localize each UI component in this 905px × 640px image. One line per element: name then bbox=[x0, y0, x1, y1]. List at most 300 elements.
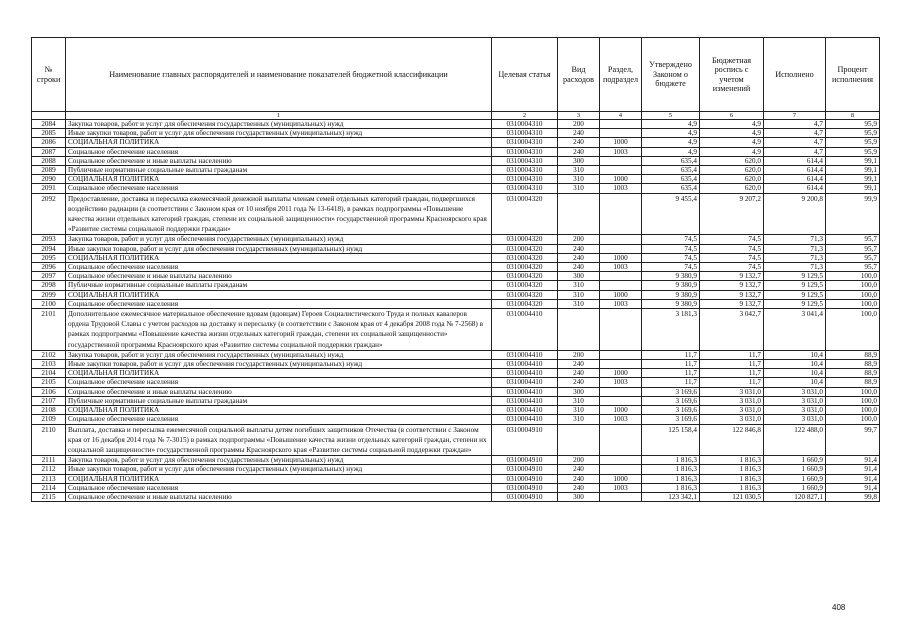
column-number: 2 bbox=[492, 112, 558, 120]
row-approved: 74,5 bbox=[642, 244, 700, 253]
row-percent: 100,0 bbox=[826, 387, 880, 396]
row-approved: 4,9 bbox=[642, 147, 700, 156]
row-section bbox=[600, 244, 642, 253]
table-row bbox=[32, 290, 880, 299]
row-number: 2109 bbox=[32, 415, 66, 424]
row-executed: 10,4 bbox=[764, 360, 826, 369]
row-name: Закупка товаров, работ и услуг для обеспечения государственных (муниципальных) нужд bbox=[66, 120, 492, 129]
row-name: СОЦИАЛЬНАЯ ПОЛИТИКА bbox=[66, 138, 492, 147]
row-executed: 3 031,0 bbox=[764, 406, 826, 415]
row-expense-kind: 240 bbox=[558, 138, 600, 147]
row-executed: 120 827,1 bbox=[764, 492, 826, 501]
row-name: Социальное обеспечение населения bbox=[66, 415, 492, 424]
row-name: Социальное обеспечение населения bbox=[66, 147, 492, 156]
row-approved: 3 169,6 bbox=[642, 406, 700, 415]
row-percent: 88,9 bbox=[826, 378, 880, 387]
row-name: Закупка товаров, работ и услуг для обеспечения государственных (муниципальных) нужд bbox=[66, 350, 492, 359]
row-name: Иные закупки товаров, работ и услуг для обеспечения государственных (муниципальных) нужд bbox=[66, 129, 492, 138]
row-target-article: 0310004320 bbox=[492, 290, 558, 299]
row-section bbox=[600, 424, 642, 456]
row-target-article: 0310004310 bbox=[492, 138, 558, 147]
row-name: СОЦИАЛЬНАЯ ПОЛИТИКА bbox=[66, 253, 492, 262]
column-number bbox=[32, 112, 66, 120]
table-row bbox=[32, 235, 880, 244]
row-approved: 74,5 bbox=[642, 235, 700, 244]
row-expense-kind: 200 bbox=[558, 456, 600, 465]
header-row bbox=[32, 38, 880, 112]
table-row bbox=[32, 299, 880, 308]
row-executed: 4,7 bbox=[764, 138, 826, 147]
row-budget-schedule: 620,0 bbox=[700, 184, 764, 193]
row-target-article: 0310004310 bbox=[492, 120, 558, 129]
row-expense-kind: 300 bbox=[558, 492, 600, 501]
row-name: Иные закупки товаров, работ и услуг для обеспечения государственных (муниципальных) нужд bbox=[66, 360, 492, 369]
table-row bbox=[32, 350, 880, 359]
row-expense-kind: 200 bbox=[558, 350, 600, 359]
row-expense-kind: 200 bbox=[558, 120, 600, 129]
row-executed: 10,4 bbox=[764, 369, 826, 378]
row-number: 2094 bbox=[32, 244, 66, 253]
table-row bbox=[32, 138, 880, 147]
row-executed: 1 660,9 bbox=[764, 456, 826, 465]
row-executed: 9 129,5 bbox=[764, 290, 826, 299]
row-expense-kind bbox=[558, 309, 600, 351]
row-number: 2098 bbox=[32, 281, 66, 290]
row-approved: 635,4 bbox=[642, 166, 700, 175]
row-approved: 3 169,6 bbox=[642, 396, 700, 405]
row-expense-kind: 310 bbox=[558, 396, 600, 405]
row-section: 1000 bbox=[600, 175, 642, 184]
row-name: Социальное обеспечение и иные выплаты населению bbox=[66, 272, 492, 281]
row-target-article: 0310004310 bbox=[492, 156, 558, 165]
row-target-article: 0310004310 bbox=[492, 147, 558, 156]
row-expense-kind: 240 bbox=[558, 465, 600, 474]
table-row bbox=[32, 309, 880, 351]
row-percent: 88,9 bbox=[826, 360, 880, 369]
row-approved: 4,9 bbox=[642, 120, 700, 129]
row-expense-kind: 300 bbox=[558, 272, 600, 281]
row-name: Публичные нормативные социальные выплаты гражданам bbox=[66, 396, 492, 405]
row-approved: 11,7 bbox=[642, 369, 700, 378]
row-percent: 100,0 bbox=[826, 299, 880, 308]
column-number: 5 bbox=[642, 112, 700, 120]
row-name: Закупка товаров, работ и услуг для обеспечения государственных (муниципальных) нужд bbox=[66, 235, 492, 244]
table-row bbox=[32, 360, 880, 369]
table-row bbox=[32, 184, 880, 193]
row-approved: 74,5 bbox=[642, 253, 700, 262]
row-approved: 123 342,1 bbox=[642, 492, 700, 501]
row-budget-schedule: 9 132,7 bbox=[700, 299, 764, 308]
row-budget-schedule: 9 207,2 bbox=[700, 193, 764, 235]
row-budget-schedule: 4,9 bbox=[700, 129, 764, 138]
table-row bbox=[32, 253, 880, 262]
row-expense-kind: 240 bbox=[558, 129, 600, 138]
row-number: 2115 bbox=[32, 492, 66, 501]
table-row bbox=[32, 263, 880, 272]
table-row bbox=[32, 156, 880, 165]
row-section bbox=[600, 193, 642, 235]
row-budget-schedule: 1 816,3 bbox=[700, 483, 764, 492]
table-row bbox=[32, 120, 880, 129]
row-expense-kind: 310 bbox=[558, 281, 600, 290]
row-approved: 635,4 bbox=[642, 184, 700, 193]
row-percent: 91,4 bbox=[826, 474, 880, 483]
row-number: 2112 bbox=[32, 465, 66, 474]
row-section: 1003 bbox=[600, 483, 642, 492]
row-expense-kind: 310 bbox=[558, 406, 600, 415]
row-name: Выплата, доставка и пересылка ежемесячной социальной выплаты детям погибших защитников Отечества (в соответствии с Законом края от 16 декабря 2014 года № 7-3015) в рамках подпрограммы «Повышение качества жизни отдельных категорий граждан, степени их социальной защищенности» государственной программы Красноярского края «Развитие системы социальной поддержки граждан» bbox=[66, 424, 492, 456]
row-expense-kind: 300 bbox=[558, 387, 600, 396]
row-number: 2100 bbox=[32, 299, 66, 308]
row-budget-schedule: 9 132,7 bbox=[700, 290, 764, 299]
row-name: Публичные нормативные социальные выплаты гражданам bbox=[66, 166, 492, 175]
row-percent: 100,0 bbox=[826, 281, 880, 290]
row-number: 2097 bbox=[32, 272, 66, 281]
row-executed: 122 488,0 bbox=[764, 424, 826, 456]
row-target-article: 0310004310 bbox=[492, 129, 558, 138]
row-section bbox=[600, 129, 642, 138]
row-section bbox=[600, 492, 642, 501]
row-number: 2085 bbox=[32, 129, 66, 138]
table-row bbox=[32, 465, 880, 474]
table-row bbox=[32, 272, 880, 281]
row-number: 2111 bbox=[32, 456, 66, 465]
table-row bbox=[32, 456, 880, 465]
row-approved: 9 455,4 bbox=[642, 193, 700, 235]
row-percent: 88,9 bbox=[826, 369, 880, 378]
row-name: Социальное обеспечение населения bbox=[66, 184, 492, 193]
row-budget-schedule: 122 846,8 bbox=[700, 424, 764, 456]
row-target-article: 0310004410 bbox=[492, 378, 558, 387]
row-section: 1000 bbox=[600, 474, 642, 483]
row-budget-schedule: 3 042,7 bbox=[700, 309, 764, 351]
row-executed: 4,7 bbox=[764, 129, 826, 138]
row-budget-schedule: 4,9 bbox=[700, 138, 764, 147]
row-section bbox=[600, 309, 642, 351]
row-target-article: 0310004410 bbox=[492, 387, 558, 396]
row-percent: 99,1 bbox=[826, 166, 880, 175]
table-body bbox=[32, 120, 880, 502]
row-approved: 9 380,9 bbox=[642, 272, 700, 281]
row-section bbox=[600, 387, 642, 396]
header-expense-kind: Вид расходов bbox=[558, 38, 600, 112]
row-section bbox=[600, 156, 642, 165]
row-executed: 3 041,4 bbox=[764, 309, 826, 351]
row-name: Социальное обеспечение населения bbox=[66, 263, 492, 272]
column-number: 6 bbox=[700, 112, 764, 120]
row-expense-kind: 240 bbox=[558, 263, 600, 272]
row-budget-schedule: 74,5 bbox=[700, 263, 764, 272]
row-budget-schedule: 3 031,0 bbox=[700, 415, 764, 424]
row-section bbox=[600, 350, 642, 359]
row-section: 1003 bbox=[600, 147, 642, 156]
row-approved: 3 169,6 bbox=[642, 415, 700, 424]
row-approved: 11,7 bbox=[642, 360, 700, 369]
row-section: 1000 bbox=[600, 406, 642, 415]
row-target-article: 0310004320 bbox=[492, 299, 558, 308]
row-executed: 9 129,5 bbox=[764, 281, 826, 290]
row-name: Публичные нормативные социальные выплаты гражданам bbox=[66, 281, 492, 290]
row-budget-schedule: 620,0 bbox=[700, 175, 764, 184]
row-executed: 71,3 bbox=[764, 244, 826, 253]
row-executed: 4,7 bbox=[764, 120, 826, 129]
row-number: 2113 bbox=[32, 474, 66, 483]
row-section bbox=[600, 465, 642, 474]
row-name: Иные закупки товаров, работ и услуг для обеспечения государственных (муниципальных) нужд bbox=[66, 465, 492, 474]
row-target-article: 0310004910 bbox=[492, 465, 558, 474]
row-percent: 95,9 bbox=[826, 129, 880, 138]
row-number: 2107 bbox=[32, 396, 66, 405]
row-percent: 99,1 bbox=[826, 175, 880, 184]
row-expense-kind: 240 bbox=[558, 369, 600, 378]
row-approved: 1 816,3 bbox=[642, 483, 700, 492]
row-section bbox=[600, 396, 642, 405]
row-section: 1000 bbox=[600, 253, 642, 262]
table-row bbox=[32, 147, 880, 156]
row-name: Социальное обеспечение населения bbox=[66, 299, 492, 308]
row-expense-kind: 310 bbox=[558, 175, 600, 184]
table-row bbox=[32, 415, 880, 424]
table-row bbox=[32, 387, 880, 396]
row-target-article: 0310004410 bbox=[492, 309, 558, 351]
row-expense-kind: 310 bbox=[558, 290, 600, 299]
row-target-article: 0310004410 bbox=[492, 360, 558, 369]
row-name: СОЦИАЛЬНАЯ ПОЛИТИКА bbox=[66, 290, 492, 299]
row-number: 2096 bbox=[32, 263, 66, 272]
row-budget-schedule: 121 030,5 bbox=[700, 492, 764, 501]
row-expense-kind: 300 bbox=[558, 156, 600, 165]
row-expense-kind: 310 bbox=[558, 299, 600, 308]
row-percent: 99,1 bbox=[826, 184, 880, 193]
table-row bbox=[32, 406, 880, 415]
row-percent: 95,7 bbox=[826, 253, 880, 262]
row-budget-schedule: 9 132,7 bbox=[700, 272, 764, 281]
row-approved: 11,7 bbox=[642, 350, 700, 359]
row-approved: 4,9 bbox=[642, 129, 700, 138]
row-section bbox=[600, 281, 642, 290]
row-section bbox=[600, 360, 642, 369]
row-expense-kind: 240 bbox=[558, 474, 600, 483]
row-executed: 614,4 bbox=[764, 156, 826, 165]
row-name: Закупка товаров, работ и услуг для обеспечения государственных (муниципальных) нужд bbox=[66, 456, 492, 465]
row-approved: 3 181,3 bbox=[642, 309, 700, 351]
header-executed: Исполнено bbox=[764, 38, 826, 112]
row-target-article: 0310004320 bbox=[492, 253, 558, 262]
table-row bbox=[32, 281, 880, 290]
row-section: 1003 bbox=[600, 184, 642, 193]
row-approved: 74,5 bbox=[642, 263, 700, 272]
row-executed: 9 200,8 bbox=[764, 193, 826, 235]
row-approved: 1 816,3 bbox=[642, 465, 700, 474]
row-number: 2084 bbox=[32, 120, 66, 129]
row-percent: 95,9 bbox=[826, 147, 880, 156]
header-target-article: Целевая статья bbox=[492, 38, 558, 112]
row-target-article: 0310004410 bbox=[492, 406, 558, 415]
row-expense-kind: 310 bbox=[558, 166, 600, 175]
row-target-article: 0310004910 bbox=[492, 483, 558, 492]
row-executed: 1 660,9 bbox=[764, 474, 826, 483]
row-percent: 88,9 bbox=[826, 350, 880, 359]
row-approved: 4,9 bbox=[642, 138, 700, 147]
row-section: 1000 bbox=[600, 290, 642, 299]
row-target-article: 0310004410 bbox=[492, 350, 558, 359]
row-expense-kind: 240 bbox=[558, 378, 600, 387]
row-percent: 91,4 bbox=[826, 483, 880, 492]
row-name: СОЦИАЛЬНАЯ ПОЛИТИКА bbox=[66, 369, 492, 378]
table-row bbox=[32, 175, 880, 184]
row-executed: 10,4 bbox=[764, 378, 826, 387]
row-section: 1003 bbox=[600, 299, 642, 308]
row-name: Социальное обеспечение и иные выплаты населению bbox=[66, 492, 492, 501]
row-target-article: 0310004910 bbox=[492, 456, 558, 465]
row-name: Социальное обеспечение и иные выплаты населению bbox=[66, 156, 492, 165]
row-executed: 71,3 bbox=[764, 235, 826, 244]
row-percent: 100,0 bbox=[826, 290, 880, 299]
row-name: Социальное обеспечение и иные выплаты населению bbox=[66, 387, 492, 396]
table-row bbox=[32, 193, 880, 235]
row-name: Предоставление, доставка и пересылка ежемесячной денежной выплаты членам семей отдельных категорий граждан, подвергшихся воздействию радиации (в соответствии с Законом края от 10 ноября 2011 года № 13-6418), в рамках подпрограммы «Повышение качества жизни отдельных категорий граждан, степени их социальной защищенности» государственной программы Красноярского края «Развитие системы социальной поддержки граждан» bbox=[66, 193, 492, 235]
row-target-article: 0310004320 bbox=[492, 244, 558, 253]
row-approved: 1 816,3 bbox=[642, 456, 700, 465]
row-name: Социальное обеспечение населения bbox=[66, 378, 492, 387]
row-number: 2108 bbox=[32, 406, 66, 415]
row-executed: 9 129,5 bbox=[764, 272, 826, 281]
row-section: 1003 bbox=[600, 263, 642, 272]
row-target-article: 0310004320 bbox=[492, 272, 558, 281]
column-number: 7 bbox=[764, 112, 826, 120]
row-approved: 11,7 bbox=[642, 378, 700, 387]
row-expense-kind: 240 bbox=[558, 253, 600, 262]
row-approved: 9 380,9 bbox=[642, 299, 700, 308]
header-name: Наименование главных распорядителей и наименование показателей бюджетной классификации bbox=[66, 38, 492, 112]
row-expense-kind: 310 bbox=[558, 184, 600, 193]
row-number: 2106 bbox=[32, 387, 66, 396]
row-section: 1000 bbox=[600, 138, 642, 147]
row-number: 2088 bbox=[32, 156, 66, 165]
row-number: 2092 bbox=[32, 193, 66, 235]
row-number: 2091 bbox=[32, 184, 66, 193]
row-section bbox=[600, 456, 642, 465]
budget-execution-table bbox=[31, 37, 880, 502]
row-executed: 1 660,9 bbox=[764, 483, 826, 492]
row-approved: 125 158,4 bbox=[642, 424, 700, 456]
row-percent: 99,9 bbox=[826, 193, 880, 235]
row-name: Дополнительное ежемесячное материальное обеспечение вдовам (вдовцам) Героев Социалистического Труда и полных кавалеров ордена Трудовой Славы с учетом расходов на доставку и пересылку (в соответствии с Законом края от 4 декабря 2008 года № 7-2568) в рамках подпрограммы «Повышение качества жизни отдельных категорий граждан, степени их социальной защищенности» государственной программы Красноярского края «Развитие системы социальной поддержки граждан» bbox=[66, 309, 492, 351]
header-section: Раздел, подраздел bbox=[600, 38, 642, 112]
row-expense-kind: 240 bbox=[558, 244, 600, 253]
row-name: СОЦИАЛЬНАЯ ПОЛИТИКА bbox=[66, 474, 492, 483]
row-budget-schedule: 3 031,0 bbox=[700, 406, 764, 415]
table-row bbox=[32, 474, 880, 483]
row-number: 2102 bbox=[32, 350, 66, 359]
row-approved: 9 380,9 bbox=[642, 290, 700, 299]
row-section bbox=[600, 120, 642, 129]
row-number: 2095 bbox=[32, 253, 66, 262]
table-row bbox=[32, 129, 880, 138]
row-budget-schedule: 1 816,3 bbox=[700, 474, 764, 483]
row-approved: 635,4 bbox=[642, 175, 700, 184]
row-executed: 3 031,0 bbox=[764, 415, 826, 424]
row-budget-schedule: 11,7 bbox=[700, 360, 764, 369]
row-number: 2087 bbox=[32, 147, 66, 156]
row-executed: 71,3 bbox=[764, 263, 826, 272]
row-number: 2104 bbox=[32, 369, 66, 378]
header-percent: Процент исполнения bbox=[826, 38, 880, 112]
row-expense-kind: 240 bbox=[558, 147, 600, 156]
row-budget-schedule: 11,7 bbox=[700, 369, 764, 378]
row-target-article: 0310004410 bbox=[492, 369, 558, 378]
row-target-article: 0310004320 bbox=[492, 193, 558, 235]
row-number: 2090 bbox=[32, 175, 66, 184]
row-executed: 1 660,9 bbox=[764, 465, 826, 474]
row-section bbox=[600, 272, 642, 281]
row-percent: 99,8 bbox=[826, 492, 880, 501]
header-row-number: № строки bbox=[32, 38, 66, 112]
row-target-article: 0310004910 bbox=[492, 424, 558, 456]
row-percent: 100,0 bbox=[826, 309, 880, 351]
row-budget-schedule: 620,0 bbox=[700, 166, 764, 175]
row-budget-schedule: 74,5 bbox=[700, 235, 764, 244]
row-budget-schedule: 9 132,7 bbox=[700, 281, 764, 290]
row-budget-schedule: 11,7 bbox=[700, 378, 764, 387]
row-budget-schedule: 11,7 bbox=[700, 350, 764, 359]
row-expense-kind bbox=[558, 193, 600, 235]
row-approved: 9 380,9 bbox=[642, 281, 700, 290]
table-row bbox=[32, 483, 880, 492]
row-expense-kind: 240 bbox=[558, 483, 600, 492]
row-target-article: 0310004910 bbox=[492, 492, 558, 501]
row-section bbox=[600, 166, 642, 175]
table-row bbox=[32, 244, 880, 253]
row-number: 2086 bbox=[32, 138, 66, 147]
row-number: 2103 bbox=[32, 360, 66, 369]
row-executed: 9 129,5 bbox=[764, 299, 826, 308]
row-target-article: 0310004320 bbox=[492, 263, 558, 272]
row-percent: 95,9 bbox=[826, 120, 880, 129]
row-percent: 91,4 bbox=[826, 465, 880, 474]
row-executed: 614,4 bbox=[764, 175, 826, 184]
header-budget-schedule: Бюджетная роспись с учетом изменений bbox=[700, 38, 764, 112]
row-target-article: 0310004320 bbox=[492, 281, 558, 290]
row-number: 2099 bbox=[32, 290, 66, 299]
row-percent: 95,7 bbox=[826, 263, 880, 272]
row-name: СОЦИАЛЬНАЯ ПОЛИТИКА bbox=[66, 175, 492, 184]
row-approved: 1 816,3 bbox=[642, 474, 700, 483]
row-target-article: 0310004410 bbox=[492, 415, 558, 424]
row-approved: 635,4 bbox=[642, 156, 700, 165]
row-percent: 100,0 bbox=[826, 415, 880, 424]
row-approved: 3 169,6 bbox=[642, 387, 700, 396]
row-number: 2101 bbox=[32, 309, 66, 351]
row-name: Социальное обеспечение населения bbox=[66, 483, 492, 492]
row-budget-schedule: 3 031,0 bbox=[700, 387, 764, 396]
row-percent: 95,9 bbox=[826, 138, 880, 147]
row-executed: 10,4 bbox=[764, 350, 826, 359]
header-approved: Утверждено Законом о бюджете bbox=[642, 38, 700, 112]
row-expense-kind bbox=[558, 424, 600, 456]
row-number: 2105 bbox=[32, 378, 66, 387]
row-percent: 99,7 bbox=[826, 424, 880, 456]
row-expense-kind: 310 bbox=[558, 415, 600, 424]
table-row bbox=[32, 369, 880, 378]
row-number: 2110 bbox=[32, 424, 66, 456]
table-row bbox=[32, 378, 880, 387]
row-number: 2089 bbox=[32, 166, 66, 175]
row-target-article: 0310004310 bbox=[492, 166, 558, 175]
row-percent: 91,4 bbox=[826, 456, 880, 465]
column-number-row bbox=[32, 112, 880, 120]
row-executed: 614,4 bbox=[764, 166, 826, 175]
